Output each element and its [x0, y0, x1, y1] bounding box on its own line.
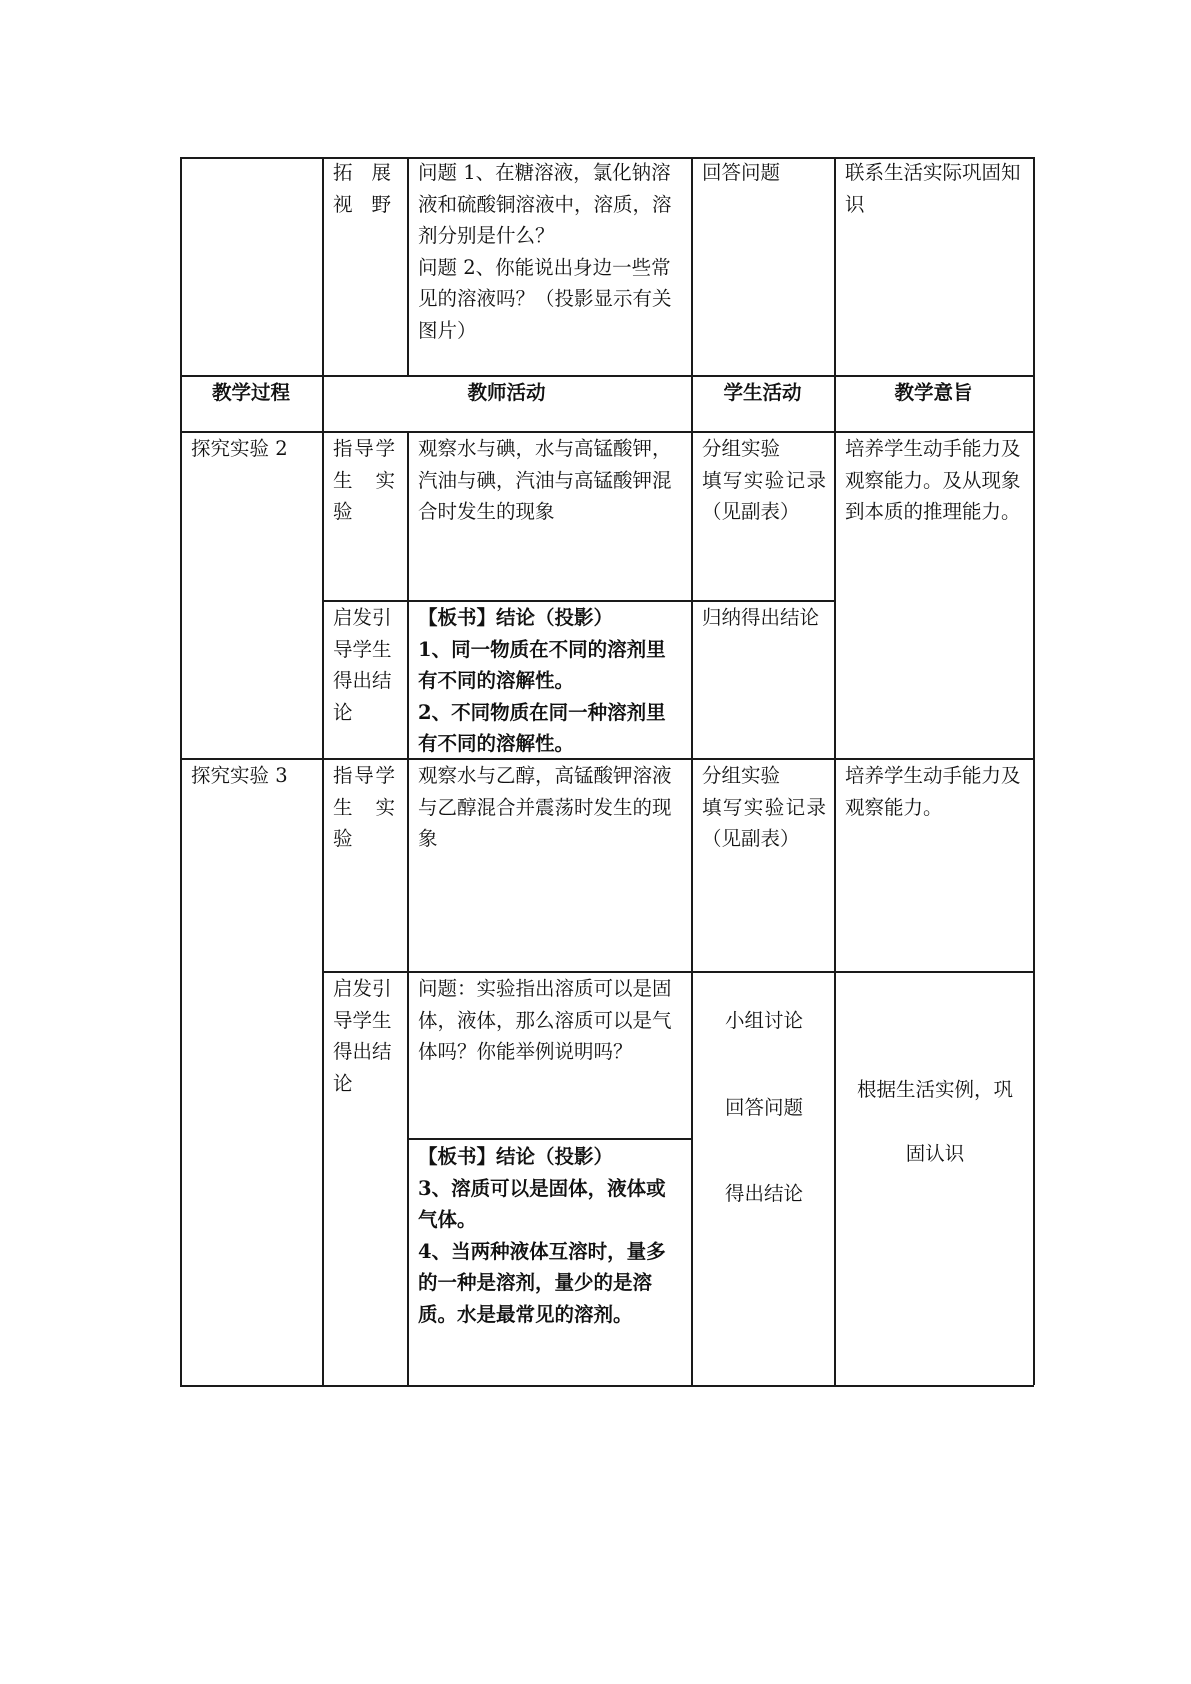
exp3-teacher-split-line: [407, 1138, 691, 1140]
exp2-teacher-1: 观察水与碘，水与高锰酸钾，汽油与碘，汽油与高锰酸钾混合时发生的现象: [418, 437, 672, 523]
col-line-4: [834, 157, 836, 375]
exp3-conclusion-3: 3、溶质可以是固体，液体或气体。: [418, 1176, 666, 1231]
col-line-2-lower: [407, 431, 409, 1385]
exp2-purpose: 培养学生动手能力及观察能力。及从现象到本质的推理能力。: [845, 437, 1021, 523]
exp3-teacher-2b: [410, 1141, 691, 1330]
exp2-activity-1: 指导学生 实验: [333, 437, 395, 523]
expand-question-2: 问题 2、你能说出身边一些常见的溶液吗？（投影显示有关图片）: [418, 255, 672, 342]
col-line-3: [691, 157, 693, 375]
exp3-student-conclude: 得出结论: [724, 1182, 803, 1205]
exp2-conclusion-2: 2、不同物质在同一种溶剂里有不同的溶解性。: [418, 700, 666, 755]
expand-purpose: 联系生活实际巩固知识: [845, 161, 1021, 216]
exp2-teacher-2: [410, 602, 691, 760]
col-line-2: [407, 157, 409, 375]
col-line-1: [322, 157, 324, 375]
exp3-purpose-1: 培养学生动手能力及观察能力。: [845, 764, 1021, 819]
exp2-conclusion-1: 1、同一物质在不同的溶剂里有不同的溶解性。: [418, 637, 666, 692]
expand-question-1: 问题 1、在糖溶液，氯化钠溶液和硫酸铜溶液中，溶质，溶剂分别是什么？: [418, 161, 672, 247]
col-line-4-lower: [834, 431, 836, 1385]
exp2-activity-2: 启发引导学生得出结论: [333, 606, 392, 724]
exp3-activity-2: 启发引导学生得出结论: [333, 977, 392, 1095]
expand-teacher: [410, 157, 691, 346]
exp3-teacher-1: 观察水与乙醇，高锰酸钾溶液与乙醇混合并震荡时发生的现象: [418, 764, 672, 850]
col-line-1-lower: [322, 431, 324, 1385]
header-teacher: 教师活动: [467, 381, 546, 404]
exp3-student-2: [694, 1005, 834, 1210]
exp3-student-discuss: 小组讨论: [724, 1009, 803, 1032]
col-line-3-lower: [691, 431, 693, 1385]
expand-student: 回答问题: [702, 161, 781, 184]
header-student: 学生活动: [723, 381, 802, 404]
table-border-right: [1033, 157, 1035, 1385]
exp3-student-answer: 回答问题: [724, 1095, 803, 1119]
exp2-process: 探究实验 2: [191, 437, 288, 460]
exp3-process: 探究实验 3: [191, 764, 288, 787]
exp3-activity-1: 指导学生 实验: [333, 764, 395, 850]
exp3-student-1: 分组实验 填写实验记录（见副表）: [702, 764, 826, 850]
exp2-student-1: 分组实验 填写实验记录（见副表）: [702, 437, 826, 523]
exp2-board-title: 【板书】结论（投影）: [418, 606, 614, 629]
exp2-student-2: 归纳得出结论: [702, 606, 820, 629]
table-border-bottom: [180, 1385, 1034, 1387]
exp3-board-title: 【板书】结论（投影）: [418, 1145, 614, 1168]
exp3-teacher-2a: 问题：实验指出溶质可以是固体，液体，那么溶质可以是气体吗？你能举例说明吗？: [418, 977, 672, 1063]
exp3-purpose-2: 根据生活实例，巩 固认识: [856, 1078, 1013, 1165]
expand-activity: 拓展视野: [333, 161, 391, 216]
header-process: 教学过程: [211, 381, 290, 404]
exp3-conclusion-4: 4、当两种液体互溶时，量多的一种是溶剂，量少的是溶质。水是最常见的溶剂。: [418, 1239, 666, 1326]
header-purpose: 教学意旨: [894, 381, 973, 404]
table-border-left: [180, 157, 182, 1385]
